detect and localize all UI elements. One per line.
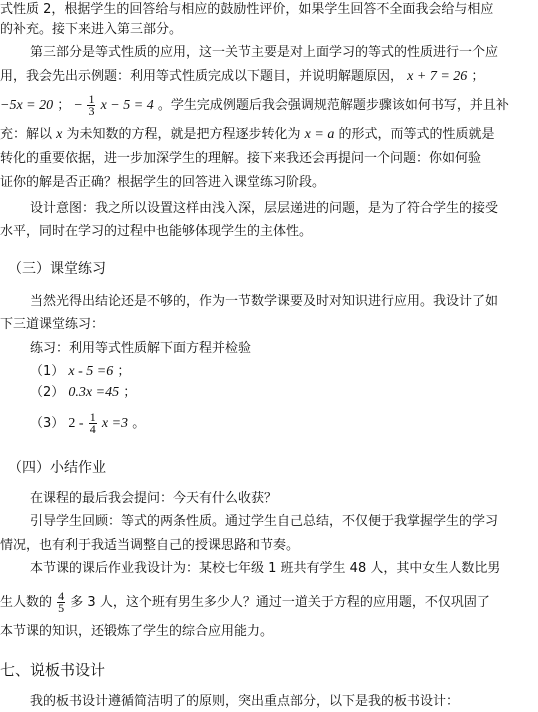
exercise-item [30,412,145,435]
exercise-item [30,385,136,401]
paragraph-line: 转化的重要依据，进一步加深学生的理解。接下来我还会再提问一个问题：你如何验 [0,151,482,166]
paragraph-line: 在课程的最后我会提问：今天有什么收获？ [30,491,278,506]
item-number: （3） [30,416,65,431]
paragraph-line: 的补充。接下来进入第三部分。 [0,22,183,37]
text-run: 。 [132,416,146,431]
equation: x =3 [101,416,129,431]
fraction [87,94,95,117]
paragraph-line: 设计意图：我之所以设置这样由浅入深，层层递进的问题，是为了符合学生的接受 [30,201,499,216]
paragraph-line: 引导学生回顾：等式的两条性质。通过学生自己总结，不仅便于我掌握学生的学习 [30,514,499,529]
text-run: ； [117,364,131,379]
equation: x - 5 =6 [68,364,114,379]
text-run: ； [123,385,137,400]
equation: x = a [304,127,335,142]
chapter-heading: 七、说板书设计 [0,661,106,679]
section-heading: （三）课堂练习 [8,261,106,277]
paragraph-line: 当然光得出结论还是不够的，作为一节数学课要及时对知识进行应用。我设计了如 [30,294,499,309]
fraction-numerator: 1 [88,92,95,106]
paragraph-line [0,127,495,143]
equation: x − 5 = 4 [100,98,154,113]
equation: x + 7 = 26 [407,69,468,84]
equation: −5x = 20 [0,98,54,113]
text-run: 用，我会先出示例题：利用等式性质完成以下题目，并说明解题原因， [0,69,404,84]
paragraph-line: 情况，也有利于我适当调整自己的授课思路和节奏。 [0,538,300,553]
fraction-numerator: 1 [89,410,96,424]
paragraph-line: 水平，同时在学习的过程中也能够体现学生的主体性。 [0,224,313,239]
paragraph-line: 我的板书设计遵循简洁明了的原则，突出重点部分，以下是我的板书设计： [30,694,460,709]
paragraph-line [0,94,509,117]
exercise-title: 练习：利用等式性质解下面方程并检验 [30,341,252,356]
text-run: 为未知数的方程，就是把方程逐步转化为 [66,127,301,142]
section-heading: （四）小结作业 [8,460,106,476]
text-run: ； [57,98,71,113]
text-run: 生人数的 [0,595,53,610]
fraction-denominator: 5 [58,601,65,615]
exercise-item [30,364,130,380]
paragraph-line: 式性质 2，根据学生的回答给与相应的鼓励性评价，如果学生回答不全面我会给与相应 [0,2,494,17]
paragraph-line [0,591,490,614]
minus-sign: − [74,98,83,113]
paragraph-line: 证你的解是否正确？根据学生的回答进入课堂练习阶段。 [0,175,326,190]
text-run: 充：解以 [0,127,53,142]
paragraph-line: 第三部分是等式性质的应用，这一关节主要是对上面学习的等式的性质进行一个应 [30,45,499,60]
fraction [57,591,65,614]
item-number: （2） [30,385,65,400]
fraction-denominator: 4 [89,422,96,436]
equation: 0.3x =45 [68,385,120,400]
text-run: 多 3 人，这个班有男生多少人？通过一道关于方程的应用题，不仅巩固了 [70,595,490,610]
paragraph-line: 本节课的课后作业我设计为：某校七年级 1 班共有学生 48 人，其中女生人数比男 [30,561,501,576]
fraction [89,412,97,435]
text-run: 。学生完成例题后我会强调规范解题步骤该如何书写，并且补 [157,98,509,113]
fraction-numerator: 4 [58,589,65,603]
text-run: 的形式，而等式的性质就是 [338,127,495,142]
fraction-denominator: 3 [88,104,95,118]
variable: x [56,127,63,142]
item-number: （1） [30,364,65,379]
equation: 2 - [68,416,84,431]
paragraph-line: 下三道课堂练习： [0,317,105,332]
text-run: ； [471,69,485,84]
paragraph-line: 本节课的知识，还锻炼了学生的综合应用能力。 [0,624,274,639]
paragraph-line [0,69,484,85]
